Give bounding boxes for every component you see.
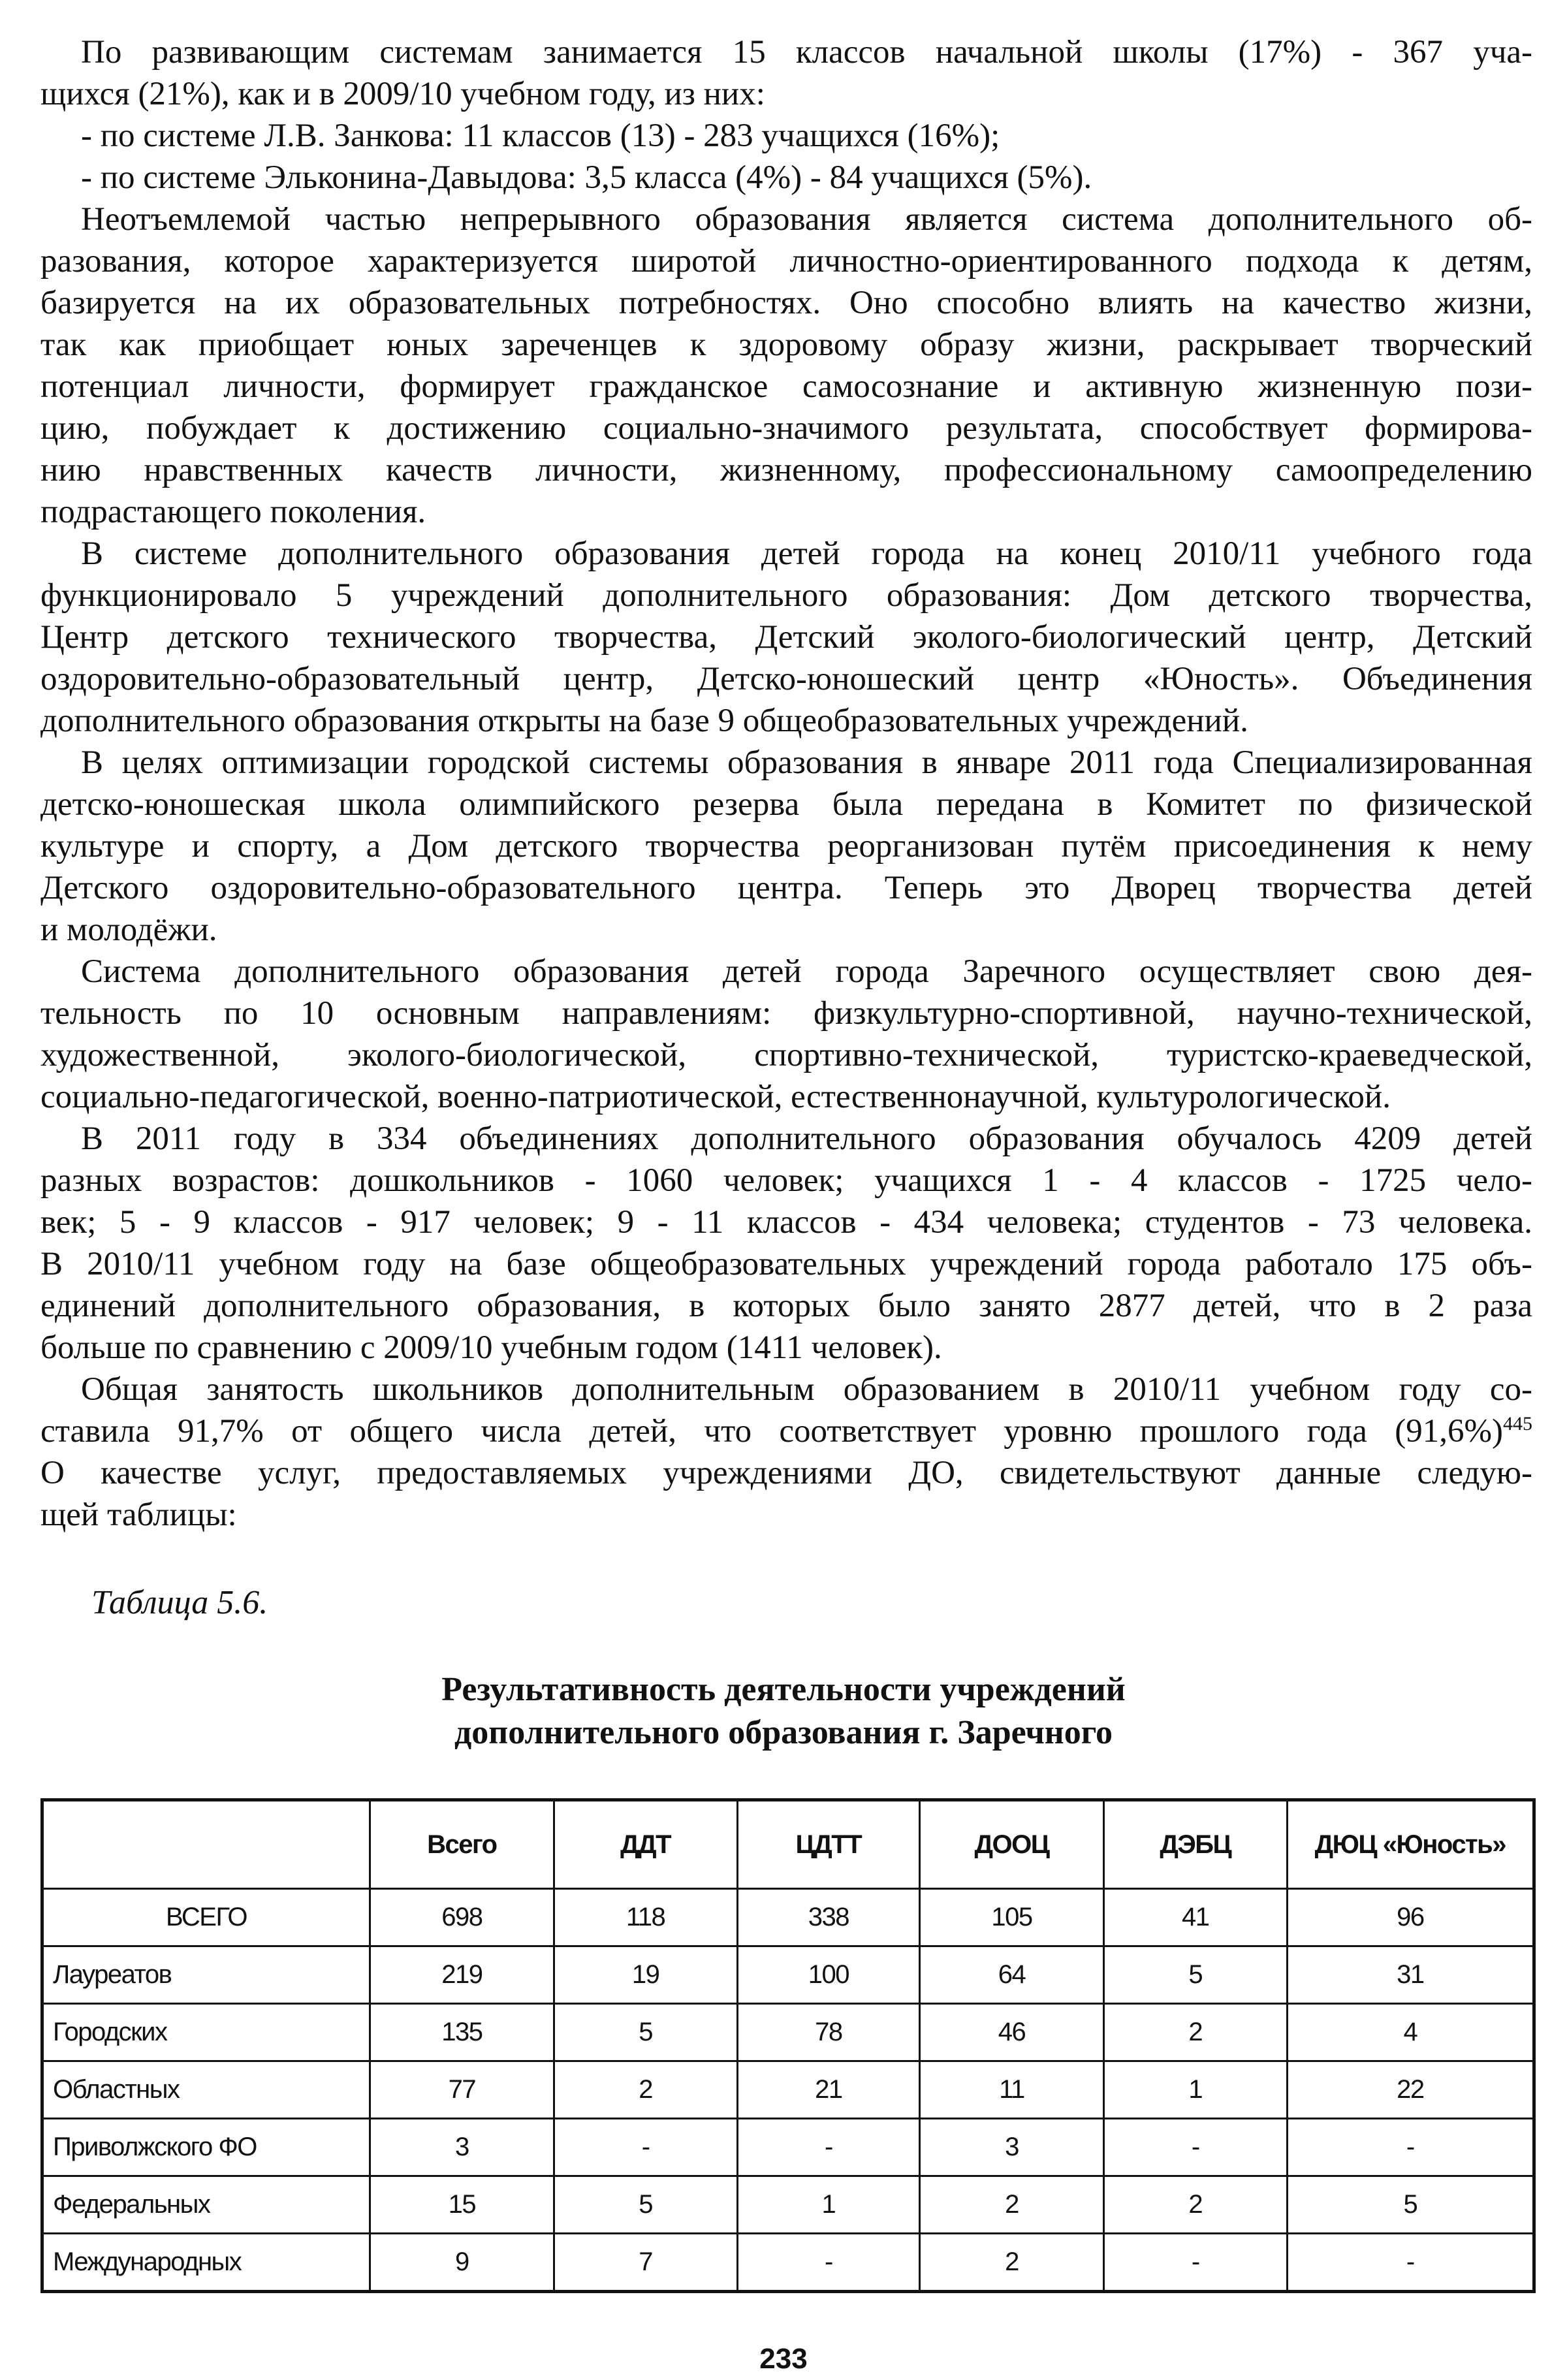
table-cell: 4	[1287, 2004, 1534, 2061]
paragraph-line	[40, 909, 1532, 951]
table-cell: 338	[737, 1889, 920, 1946]
line-text: - по системе Л.В. Занкова: 11 классов (13) - 283 учащихся (16%);	[81, 118, 1000, 154]
paragraph-line	[40, 1285, 1532, 1327]
paragraph-line	[40, 867, 1532, 909]
line-text: щей таблицы:	[40, 1497, 237, 1533]
line-text: Детского оздоровительно-образовательного центра. Теперь это Дворец творчества детей	[40, 870, 1532, 906]
table-cell: 96	[1287, 1889, 1534, 1946]
paragraph-line	[40, 1327, 1532, 1369]
table-cell: 2	[920, 2176, 1104, 2234]
column-header: ДЭБЦ	[1103, 1800, 1287, 1889]
line-text: функционировало 5 учреждений дополнительного образования: Дом детского творчества,	[40, 577, 1532, 614]
paragraph-line	[40, 658, 1532, 700]
line-text: дополнительного образования открыты на базе 9 общеобразовательных учреждений.	[40, 703, 1248, 739]
paragraph-line	[40, 575, 1532, 616]
line-text: культуре и спорту, а Дом детского творчества реорганизован путём присоединения к нему	[40, 828, 1532, 865]
table-row	[42, 2234, 1534, 2292]
column-header	[42, 1800, 370, 1889]
table-cell: -	[1103, 2119, 1287, 2176]
table-cell: 3	[920, 2119, 1104, 2176]
line-text: детско-юношеская школа олимпийского резерва была передана в Комитет по физической	[40, 786, 1532, 823]
column-header: ДДТ	[554, 1800, 737, 1889]
column-header: ЦДТТ	[737, 1800, 920, 1889]
table-cell: 100	[737, 1946, 920, 2004]
paragraph-line	[40, 742, 1532, 784]
table-row	[42, 2119, 1534, 2176]
table-header-row	[42, 1800, 1534, 1889]
paragraph-line	[40, 1118, 1532, 1160]
line-text: базируется на их образовательных потребностях. Оно способно влиять на качество жизни,	[40, 285, 1532, 321]
paragraph-line	[40, 1201, 1532, 1243]
line-text: Система дополнительного образования детей города Заречного осуществляет свою дея-	[81, 953, 1532, 990]
line-text: По развивающим системам занимается 15 классов начальной школы (17%) - 367 уча-	[81, 34, 1532, 71]
row-label: Международных	[42, 2234, 370, 2292]
paragraph-line	[40, 1410, 1532, 1452]
table-row	[42, 2061, 1534, 2119]
table-cell: 77	[370, 2061, 554, 2119]
line-text: и молодёжи.	[40, 912, 217, 948]
table-title-line: дополнительного образования г. Заречного	[454, 1714, 1113, 1751]
results-table	[40, 1798, 1536, 2293]
paragraph-line	[40, 449, 1532, 491]
table-cell: 2	[1103, 2176, 1287, 2234]
line-text: В 2011 году в 334 объединениях дополнительного образования обучалось 4209 детей	[81, 1120, 1532, 1157]
table-cell: 78	[737, 2004, 920, 2061]
line-text: больше по сравнению с 2009/10 учебным годом (1411 человек).	[40, 1329, 942, 1366]
row-label: Областных	[42, 2061, 370, 2119]
table-cell: 698	[370, 1889, 554, 1946]
line-text: щихся (21%), как и в 2009/10 учебном году, из них:	[40, 76, 765, 112]
paragraph-line	[40, 1034, 1532, 1076]
paragraph-line	[40, 825, 1532, 867]
paragraph-line	[40, 533, 1532, 575]
table-cell: 105	[920, 1889, 1104, 1946]
table-title	[0, 1668, 1567, 1754]
line-text: разных возрастов: дошкольников - 1060 человек; учащихся 1 - 4 классов - 1725 чело-	[40, 1162, 1532, 1199]
table-cell: -	[737, 2234, 920, 2292]
table-caption: Таблица 5.6.	[91, 1584, 268, 1621]
line-text: В целях оптимизации городской системы образования в январе 2011 года Специализированная	[81, 744, 1532, 781]
table-cell: 11	[920, 2061, 1104, 2119]
table-title-line: Результативность деятельности учреждений	[441, 1671, 1126, 1708]
paragraph-line	[40, 324, 1532, 366]
column-header: ДООЦ	[920, 1800, 1104, 1889]
table-cell: 219	[370, 1946, 554, 2004]
table-row	[42, 1889, 1534, 1946]
row-label: Федеральных	[42, 2176, 370, 2234]
table-row	[42, 1946, 1534, 2004]
table-cell: 1	[737, 2176, 920, 2234]
bullet-line	[40, 115, 1532, 157]
paragraph-line	[40, 1494, 1532, 1536]
paragraph-line	[40, 1369, 1532, 1410]
line-text: Общая занятость школьников дополнительным образованием в 2010/11 учебном году со-	[81, 1371, 1532, 1408]
paragraph-line	[40, 31, 1532, 73]
paragraph-line	[40, 1160, 1532, 1201]
table-cell: 2	[920, 2234, 1104, 2292]
table-cell: -	[554, 2119, 737, 2176]
footnote-ref[interactable]: 445	[1503, 1413, 1532, 1435]
paragraph-line	[40, 992, 1532, 1034]
line-text: В 2010/11 учебном году на базе общеобразовательных учреждений города работало 175 объ-	[40, 1246, 1532, 1282]
table-cell: 3	[370, 2119, 554, 2176]
paragraph-line	[40, 1076, 1532, 1118]
line-text: О качестве услуг, предоставляемых учреждениями ДО, свидетельствуют данные следую-	[40, 1455, 1532, 1491]
table-cell: 9	[370, 2234, 554, 2292]
body-text	[40, 31, 1532, 1536]
paragraph-line	[40, 784, 1532, 825]
table-cell: 2	[1103, 2004, 1287, 2061]
bullet-line	[40, 157, 1532, 198]
line-text: оздоровительно-образовательный центр, Детско-юношеский центр «Юность». Объединения	[40, 661, 1532, 697]
line-text: Неотъемлемой частью непрерывного образования является система дополнительного об-	[81, 201, 1532, 238]
table-cell: 21	[737, 2061, 920, 2119]
line-text: тельность по 10 основным направлениям: физкультурно-спортивной, научно-технической,	[40, 995, 1532, 1032]
paragraph-line	[40, 951, 1532, 992]
table-cell: 19	[554, 1946, 737, 2004]
paragraph-line	[40, 616, 1532, 658]
line-text: век; 5 - 9 классов - 917 человек; 9 - 11 классов - 434 человека; студентов - 73 человека.	[40, 1204, 1532, 1241]
paragraph-line	[40, 73, 1532, 115]
table-cell: 5	[1103, 1946, 1287, 2004]
table-cell: 46	[920, 2004, 1104, 2061]
line-text: нию нравственных качеств личности, жизненному, профессиональному самоопределению	[40, 452, 1532, 488]
line-text: так как приобщает юных зареченцев к здоровому образу жизни, раскрывает творческий	[40, 326, 1532, 363]
row-label: Лауреатов	[42, 1946, 370, 2004]
table-cell: 5	[554, 2176, 737, 2234]
page-number: 233	[759, 2343, 808, 2375]
line-text: единений дополнительного образования, в которых было занято 2877 детей, что в 2 раза	[40, 1288, 1532, 1324]
paragraph-line	[40, 491, 1532, 533]
table-cell: 31	[1287, 1946, 1534, 2004]
column-header: Всего	[370, 1800, 554, 1889]
paragraph-line	[40, 1452, 1532, 1494]
table-cell: 2	[554, 2061, 737, 2119]
table-cell: 41	[1103, 1889, 1287, 1946]
paragraph-line	[40, 407, 1532, 449]
line-text: подрастающего поколения.	[40, 494, 426, 530]
line-text: художественной, эколого-биологической, спортивно-технической, туристско-краеведческой,	[40, 1037, 1532, 1073]
line-text: ставила 91,7% от общего числа детей, что соответствует уровню прошлого года (91,6%)	[40, 1413, 1503, 1450]
paragraph-line	[40, 240, 1532, 282]
table-cell: -	[1287, 2234, 1534, 2292]
table-cell: 64	[920, 1946, 1104, 2004]
line-text: Центр детского технического творчества, Детский эколого-биологический центр, Детский	[40, 619, 1532, 656]
table-row	[42, 2004, 1534, 2061]
table-cell: 5	[1287, 2176, 1534, 2234]
row-label: Приволжского ФО	[42, 2119, 370, 2176]
table-cell: 22	[1287, 2061, 1534, 2119]
table-cell: 15	[370, 2176, 554, 2234]
table-cell: 7	[554, 2234, 737, 2292]
table-cell: -	[1287, 2119, 1534, 2176]
paragraph-line	[40, 700, 1532, 742]
line-text: В системе дополнительного образования детей города на конец 2010/11 учебного года	[81, 535, 1532, 572]
line-text: социально-педагогической, военно-патриотической, естественнонаучной, культурологической.	[40, 1079, 1391, 1115]
paragraph-line	[40, 1243, 1532, 1285]
paragraph-line	[40, 282, 1532, 324]
line-text: разования, которое характеризуется широтой личностно-ориентированного подхода к детям,	[40, 243, 1532, 279]
table-cell: 1	[1103, 2061, 1287, 2119]
table-cell: -	[1103, 2234, 1287, 2292]
paragraph-line	[40, 198, 1532, 240]
line-text: потенциал личности, формирует гражданское самосознание и активную жизненную пози-	[40, 368, 1532, 405]
paragraph-line	[40, 366, 1532, 407]
row-label: ВСЕГО	[42, 1889, 370, 1946]
line-text: цию, побуждает к достижению социально-значимого результата, способствует формирова-	[40, 410, 1532, 447]
table-cell: 5	[554, 2004, 737, 2061]
table-cell: -	[737, 2119, 920, 2176]
column-header: ДЮЦ «Юность»	[1287, 1800, 1534, 1889]
line-text: - по системе Эльконина-Давыдова: 3,5 класса (4%) - 84 учащихся (5%).	[81, 159, 1092, 196]
table-row	[42, 2176, 1534, 2234]
table-cell: 118	[554, 1889, 737, 1946]
table-cell: 135	[370, 2004, 554, 2061]
row-label: Городских	[42, 2004, 370, 2061]
